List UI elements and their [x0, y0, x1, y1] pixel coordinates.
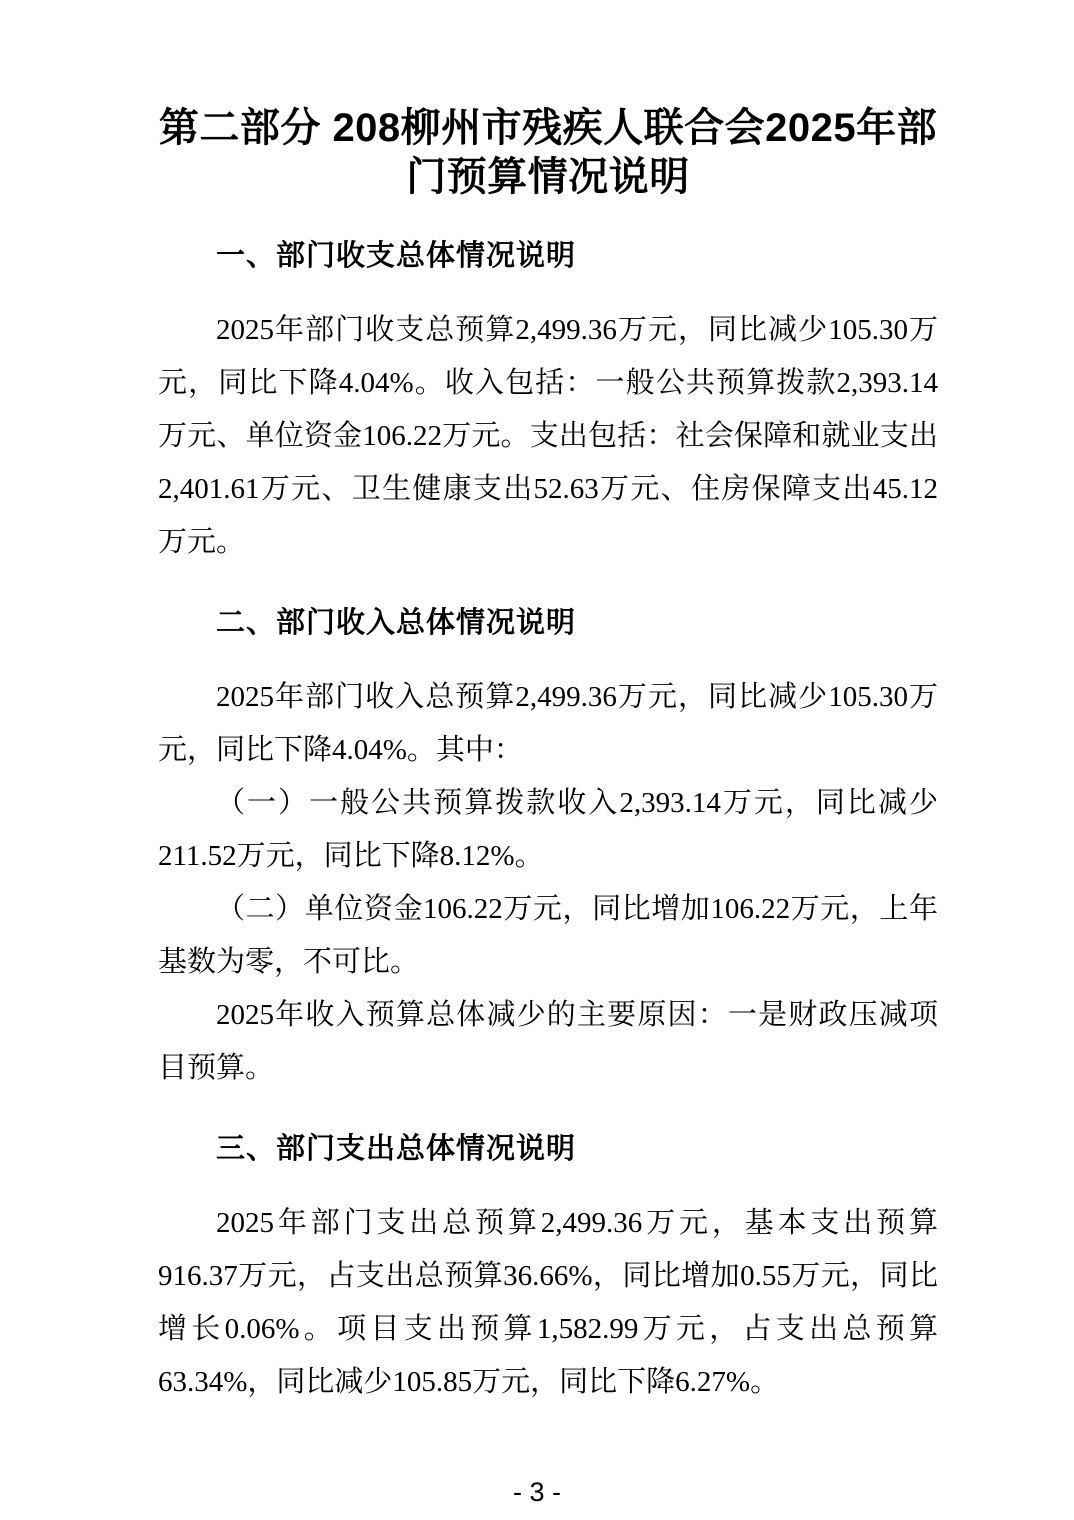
section-heading-expenditure-overview: 三、部门支出总体情况说明 — [216, 1133, 577, 1165]
paragraph: 2025年部门收入总预算2,499.36万元，同比减少105.30万元，同比下降4.04%。其中： — [158, 681, 938, 766]
paragraph: （二）单位资金106.22万元，同比增加106.22万元，上年基数为零，不可比。 — [158, 893, 938, 978]
paragraph: 2025年部门收支总预算2,499.36万元，同比减少105.30万元，同比下降4.04%。收入包括：一般公共预算拨款2,393.14万元、单位资金106.22万元。支出包括：社会保障和就业支出2,401.61万元、卫生健康支出52.63万元、住房保障支出45.12万元。 — [158, 314, 938, 558]
section-heading-income-overview: 二、部门收入总体情况说明 — [216, 607, 577, 639]
paragraph: 2025年收入预算总体减少的主要原因：一是财政压减项目预算。 — [158, 999, 938, 1084]
page-number: - 3 - — [512, 1477, 561, 1507]
paragraph: 2025年部门支出总预算2,499.36万元，基本支出预算916.37万元，占支出总预算36.66%，同比增加0.55万元，同比增长0.06%。项目支出预算1,582.99万元，占支出总预算63.34%，同比减少105.85万元，同比下降6.27%。 — [158, 1207, 938, 1398]
document-title: 第二部分 208柳州市残疾人联合会2025年部门预算情况说明 — [158, 106, 938, 199]
paragraph: （一）一般公共预算拨款收入2,393.14万元，同比减少211.52万元，同比下降8.12%。 — [158, 787, 938, 872]
section-heading-income-expense-overview: 一、部门收支总体情况说明 — [216, 240, 577, 272]
